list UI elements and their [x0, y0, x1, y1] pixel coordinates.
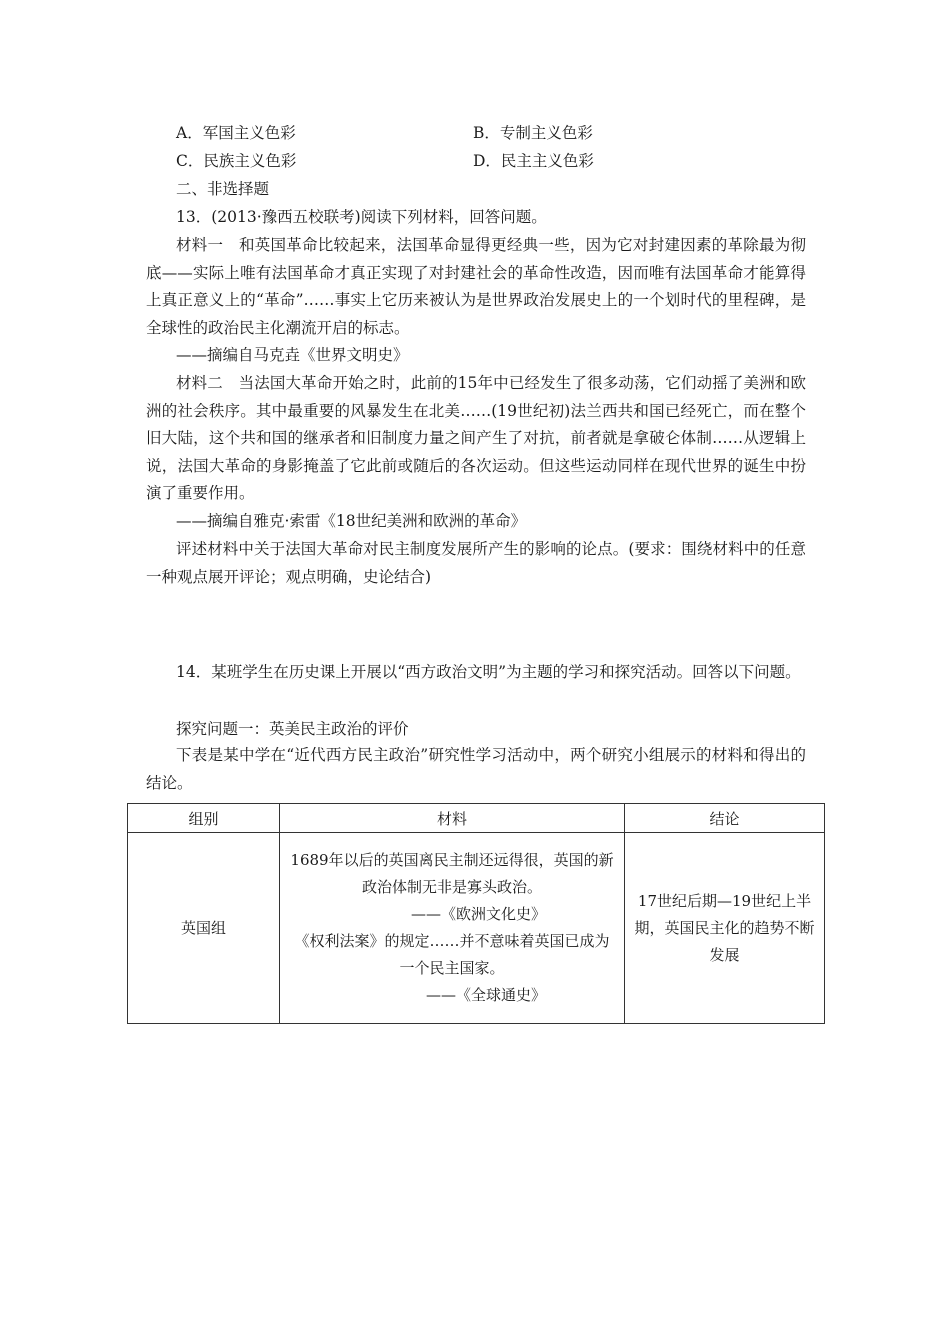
comparison-table — [127, 803, 825, 1024]
table-header-row — [128, 804, 825, 833]
material-source-1: ——《欧洲文化史》 — [410, 905, 546, 923]
option-d[interactable]: D．民主主义色彩 — [473, 152, 594, 170]
material-quote-2: 《权利法案》的规定……并不意味着英国已成为一个民主国家。 — [294, 932, 610, 977]
q13-material1: 材料一 和英国革命比较起来，法国革命显得更经典一些，因为它对封建因素的革除最为彻底——实际上唯有法国革命才真正实现了对封建社会的革命性改造，因而唯有法国革命才能算得上真正意义上的“革命”……事实上它历来被认为是世界政治发展史上的一个划时代的里程碑，是全球性的政治民主化潮流开启的标志。 — [146, 236, 806, 337]
options-row-2 — [176, 149, 816, 173]
options-row-1 — [176, 121, 816, 145]
q13-material2: 材料二 当法国大革命开始之时，此前的15年中已经发生了很多动荡，它们动摇了美洲和欧洲的社会秩序。其中最重要的风暴发生在北美……(19世纪初)法兰西共和国已经死亡，而在整个旧大陆，这个共和国的继承者和旧制度力量之间产生了对抗，前者就是拿破仑体制……从逻辑上说，法国大革命的身影掩盖了它此前或随后的各次运动。但这些运动同样在现代世界的诞生中扮演了重要作用。 — [146, 374, 806, 502]
cell-group: 英国组 — [128, 833, 280, 1024]
q13-source1: ——摘编自马克垚《世界文明史》 — [176, 346, 409, 364]
option-c[interactable]: C．民族主义色彩 — [176, 152, 297, 170]
header-material: 材料 — [280, 804, 625, 833]
option-b[interactable]: B．专制主义色彩 — [473, 124, 593, 142]
q14-stem: 14．某班学生在历史课上开展以“西方政治文明”为主题的学习和探究活动。回答以下问题。 — [176, 663, 801, 681]
q13-source2: ——摘编自雅克·索雷《18世纪美洲和欧洲的革命》 — [176, 512, 527, 530]
conclusion-text: 17世纪后期—19世纪上半期，英国民主化的趋势不断发展 — [634, 891, 815, 964]
table-row — [128, 833, 825, 1024]
q13-task: 评述材料中关于法国大革命对民主制度发展所产生的影响的论点。(要求：围绕材料中的任意一种观点展开评论；观点明确，史论结合) — [146, 540, 806, 586]
material-source-2: ——《全球通史》 — [425, 986, 546, 1004]
q13-stem: 13．(2013·豫西五校联考)阅读下列材料，回答问题。 — [176, 208, 547, 226]
cell-conclusion — [625, 833, 825, 1024]
material-quote-1: 1689年以后的英国离民主制还远得很，英国的新政治体制无非是寡头政治。 — [290, 851, 614, 896]
q14-intro: 下表是某中学在“近代西方民主政治”研究性学习活动中，两个研究小组展示的材料和得出的结论。 — [146, 746, 806, 792]
header-conclusion: 结论 — [625, 804, 825, 833]
section-heading: 二、非选择题 — [176, 180, 270, 198]
q14-subtopic: 探究问题一：英美民主政治的评价 — [176, 720, 409, 738]
cell-material — [280, 833, 625, 1024]
option-a[interactable]: A．军国主义色彩 — [176, 124, 296, 142]
header-group: 组别 — [128, 804, 280, 833]
